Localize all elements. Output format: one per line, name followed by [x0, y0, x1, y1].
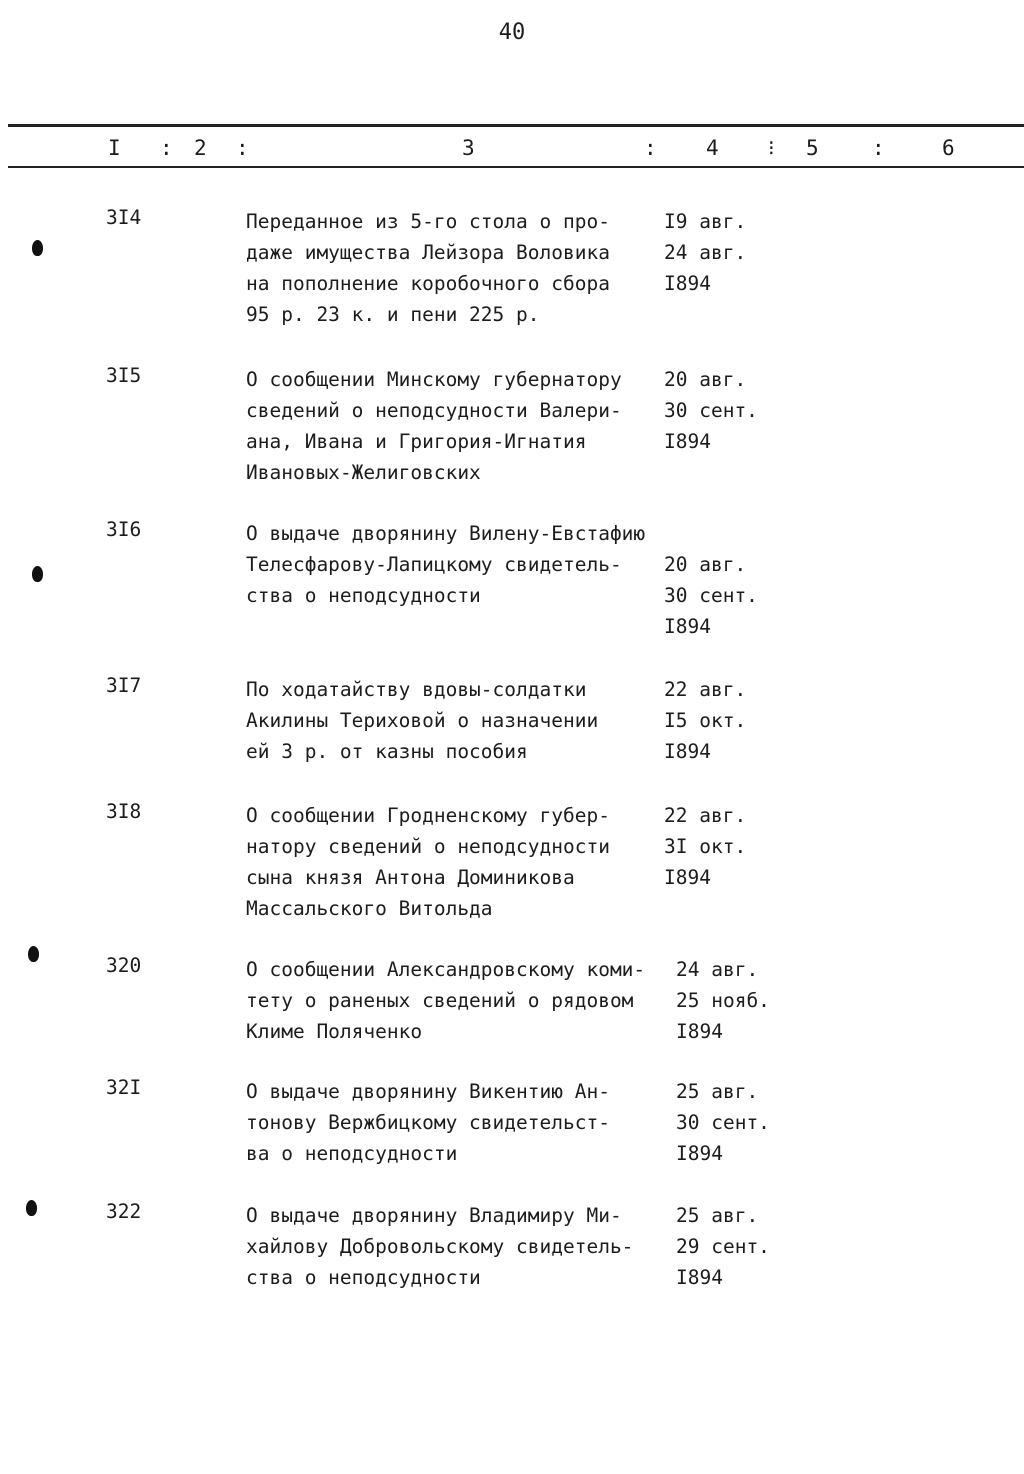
entry-number: 3I8 [106, 800, 142, 823]
date-line: 25 нояб. [676, 989, 770, 1012]
date-line: 20 авг. [664, 368, 747, 391]
date-line: 20 авг. [664, 553, 747, 576]
date-line [664, 518, 758, 549]
description-line: По ходатайству вдовы-солдатки [246, 678, 587, 701]
entry-dates [676, 1076, 770, 1169]
date-line: 22 авг. [664, 804, 747, 827]
header-col-4: 4 [706, 136, 719, 160]
entry-number: 3I6 [106, 518, 142, 541]
ink-mark [28, 946, 39, 962]
header-col-5: 5 [806, 136, 819, 160]
description-line: Ивановых-Желиговских [246, 461, 481, 484]
header-col-2: 2 [194, 136, 207, 160]
date-line: I9 авг. [664, 210, 747, 233]
ink-mark [32, 240, 43, 256]
description-line: ва о неподсудности [246, 1142, 458, 1165]
entry-description [246, 1200, 686, 1293]
entry-description [246, 800, 686, 924]
description-line: на пополнение коробочного сбора [246, 272, 610, 295]
header-separator: : [236, 136, 249, 160]
header-col-1: I [108, 136, 121, 160]
description-line: Климе Поляченко [246, 1020, 423, 1043]
header-separator: : [872, 136, 885, 160]
description-line: О выдаче дворянину Викентию Ан- [246, 1080, 610, 1103]
date-line: 30 сент. [676, 1111, 770, 1134]
date-line: 24 авг. [664, 241, 747, 264]
header-separator: : [644, 136, 657, 160]
description-line: ства о неподсудности [246, 1266, 481, 1289]
description-line: О сообщении Минскому губернатору [246, 368, 622, 391]
header-separator: ⁝ [768, 136, 775, 160]
date-line: I894 [664, 272, 711, 295]
entry-dates [664, 518, 758, 642]
entry-number: 32I [106, 1076, 142, 1099]
description-line: даже имущества Лейзора Воловика [246, 241, 610, 264]
date-line: 29 сент. [676, 1235, 770, 1258]
description-line: ства о неподсудности [246, 584, 481, 607]
table-header [0, 136, 1024, 164]
date-line: 22 авг. [664, 678, 747, 701]
date-line: 24 авг. [676, 958, 759, 981]
entry-number: 320 [106, 954, 142, 977]
description-line: Массальского Витольда [246, 897, 493, 920]
description-line: О сообщении Александровскому коми- [246, 958, 646, 981]
header-separator: : [160, 136, 173, 160]
date-line: I894 [676, 1142, 723, 1165]
entry-description [246, 674, 686, 767]
entry-number: 322 [106, 1200, 142, 1223]
page-number: 40 [498, 20, 526, 45]
date-line: I894 [676, 1266, 723, 1289]
date-line: I894 [664, 740, 711, 763]
header-top-rule [8, 124, 1024, 127]
description-line: тету о раненых сведений о рядовом [246, 989, 634, 1012]
date-line: I894 [664, 615, 711, 638]
entry-dates [676, 1200, 770, 1293]
header-bottom-rule [8, 166, 1024, 168]
entry-description [246, 1076, 686, 1169]
ink-mark [26, 1200, 37, 1216]
description-line: Акилины Териховой о назначении [246, 709, 599, 732]
description-line: 95 р. 23 к. и пени 225 р. [246, 303, 540, 326]
description-line: натору сведений о неподсудности [246, 835, 610, 858]
entry-description [246, 954, 686, 1047]
ink-mark [32, 566, 43, 582]
description-line: сына князя Антона Доминикова [246, 866, 575, 889]
description-line: О выдаче дворянину Владимиру Ми- [246, 1204, 622, 1227]
entry-number: 3I7 [106, 674, 142, 697]
description-line: тонову Вержбицкому свидетельст- [246, 1111, 610, 1134]
description-line: хайлову Добровольскому свидетель- [246, 1235, 634, 1258]
entry-dates [676, 954, 770, 1047]
date-line: 3I окт. [664, 835, 747, 858]
description-line: ей 3 р. от казны пособия [246, 740, 528, 763]
date-line: 25 авг. [676, 1080, 759, 1103]
entry-description [246, 364, 686, 488]
description-line: Телесфарову-Лапицкому свидетель- [246, 553, 622, 576]
entry-number: 3I5 [106, 364, 142, 387]
description-line: О выдаче дворянину Вилену-Евстафию [246, 522, 646, 545]
date-line: 30 сент. [664, 584, 758, 607]
date-line: 25 авг. [676, 1204, 759, 1227]
entry-dates [664, 364, 758, 457]
header-col-6: 6 [942, 136, 955, 160]
entry-description [246, 206, 686, 330]
description-line: ана, Ивана и Григория-Игнатия [246, 430, 587, 453]
entry-dates [664, 800, 746, 893]
description-line: Переданное из 5-го стола о про- [246, 210, 610, 233]
entry-dates [664, 674, 746, 767]
date-line: I894 [664, 430, 711, 453]
date-line: I894 [664, 866, 711, 889]
entry-number: 3I4 [106, 206, 142, 229]
description-line: О сообщении Гродненскому губер- [246, 804, 610, 827]
entry-description [246, 518, 686, 611]
description-line: сведений о неподсудности Валери- [246, 399, 622, 422]
entry-dates [664, 206, 746, 299]
date-line: 30 сент. [664, 399, 758, 422]
date-line: I5 окт. [664, 709, 747, 732]
header-col-3: 3 [462, 136, 475, 160]
date-line: I894 [676, 1020, 723, 1043]
